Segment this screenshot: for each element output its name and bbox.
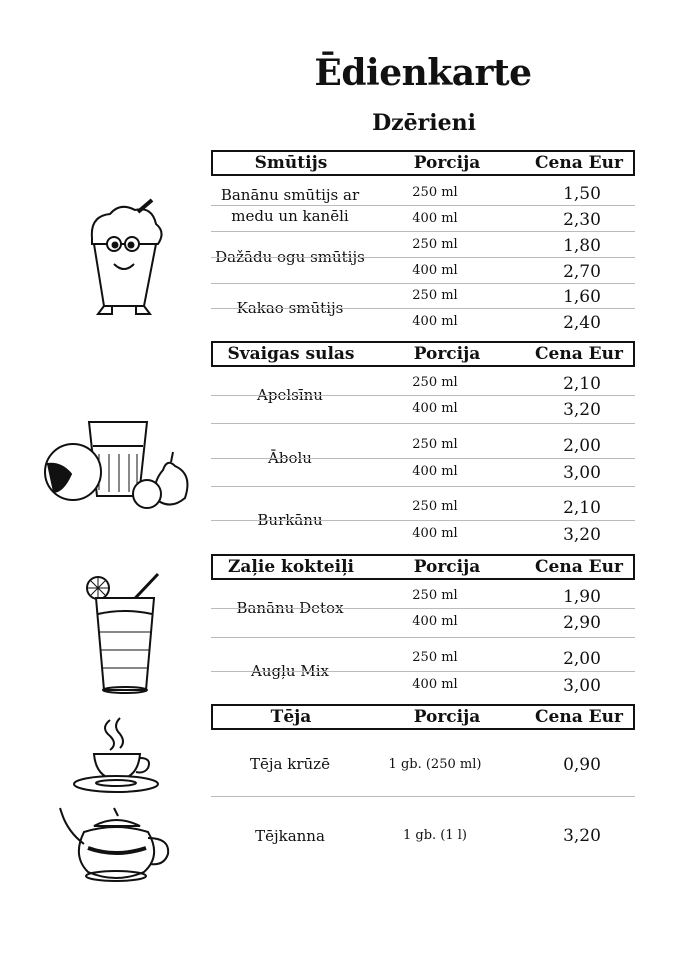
- portion: 250 ml: [412, 437, 458, 452]
- item-name: Augļu Mix: [251, 662, 329, 680]
- row-divider: [211, 205, 635, 206]
- row-divider: [211, 608, 635, 609]
- portion: 250 ml: [412, 499, 458, 514]
- item-name: Apelsīnu: [257, 386, 323, 404]
- item-name: Kakao smūtijs: [236, 299, 344, 317]
- item-name: Banānu Detox: [236, 599, 344, 617]
- item-name: Banānu smūtijs ar medu un kanēli: [220, 186, 360, 225]
- price-header: Cena Eur: [535, 153, 623, 173]
- item-name: Burkānu: [257, 511, 323, 529]
- portion: 400 ml: [412, 211, 458, 226]
- price: 2,90: [563, 613, 601, 633]
- teapot-icon: [58, 804, 174, 884]
- section-name: Smūtijs: [254, 153, 328, 173]
- table-header-svaigas-sulas: [211, 341, 635, 367]
- price: 2,10: [563, 374, 601, 394]
- row-divider: [211, 486, 635, 487]
- portion: 250 ml: [412, 650, 458, 665]
- table-header-zalie-kokteili: [211, 554, 635, 580]
- row-divider: [211, 637, 635, 638]
- price: 2,10: [563, 498, 601, 518]
- price: 2,70: [563, 262, 601, 282]
- portion: 400 ml: [412, 263, 458, 278]
- row-divider: [211, 671, 635, 672]
- portion: 400 ml: [412, 314, 458, 329]
- row-divider: [211, 423, 635, 424]
- smoothie-character-icon: [80, 198, 170, 323]
- price: 2,40: [563, 313, 601, 333]
- portion: 250 ml: [412, 375, 458, 390]
- row-divider: [211, 458, 635, 459]
- price: 3,00: [563, 463, 601, 483]
- juice-glass-fruit-icon: [43, 414, 193, 509]
- portion-header: Porcija: [413, 707, 481, 727]
- price: 1,90: [563, 587, 601, 607]
- section-subtitle: Dzērieni: [372, 110, 476, 136]
- teacup-icon: [70, 716, 162, 796]
- page-title: Ēdienkarte: [314, 52, 532, 94]
- portion: 250 ml: [412, 588, 458, 603]
- portion: 250 ml: [412, 237, 458, 252]
- portion: 400 ml: [412, 464, 458, 479]
- price-header: Cena Eur: [535, 344, 623, 364]
- price: 1,80: [563, 236, 601, 256]
- portion: 400 ml: [412, 526, 458, 541]
- price: 2,00: [563, 649, 601, 669]
- price: 3,20: [563, 826, 601, 846]
- portion: 250 ml: [412, 288, 458, 303]
- row-divider: [211, 231, 635, 232]
- cocktail-glass-icon: [74, 570, 169, 698]
- portion: 1 gb. (250 ml): [388, 757, 482, 772]
- price: 2,00: [563, 436, 601, 456]
- item-name: Ābolu: [268, 449, 312, 467]
- portion: 250 ml: [412, 185, 458, 200]
- item-name: Dažādu ogu smūtijs: [215, 248, 365, 266]
- portion: 400 ml: [412, 401, 458, 416]
- item-name: Tējkanna: [255, 827, 325, 845]
- price: 3,20: [563, 525, 601, 545]
- row-divider: [211, 283, 635, 284]
- row-divider: [211, 308, 635, 309]
- price: 3,00: [563, 676, 601, 696]
- price-header: Cena Eur: [535, 707, 623, 727]
- price: 2,30: [563, 210, 601, 230]
- row-divider: [211, 796, 635, 797]
- section-name: Svaigas sulas: [227, 344, 355, 364]
- portion-header: Porcija: [413, 557, 481, 577]
- item-name: Tēja krūzē: [250, 755, 330, 773]
- section-name: Tēja: [270, 707, 312, 727]
- price: 1,60: [563, 287, 601, 307]
- portion-header: Porcija: [413, 344, 481, 364]
- price: 3,20: [563, 400, 601, 420]
- portion: 400 ml: [412, 614, 458, 629]
- row-divider: [211, 395, 635, 396]
- price: 1,50: [563, 184, 601, 204]
- table-header-smutijs: [211, 150, 635, 176]
- table-header-teja: [211, 704, 635, 730]
- row-divider: [211, 257, 635, 258]
- section-name: Zaļie kokteiļi: [227, 557, 354, 577]
- portion: 1 gb. (1 l): [402, 828, 468, 843]
- portion-header: Porcija: [413, 153, 481, 173]
- portion: 400 ml: [412, 677, 458, 692]
- price-header: Cena Eur: [535, 557, 623, 577]
- price: 0,90: [563, 755, 601, 775]
- row-divider: [211, 520, 635, 521]
